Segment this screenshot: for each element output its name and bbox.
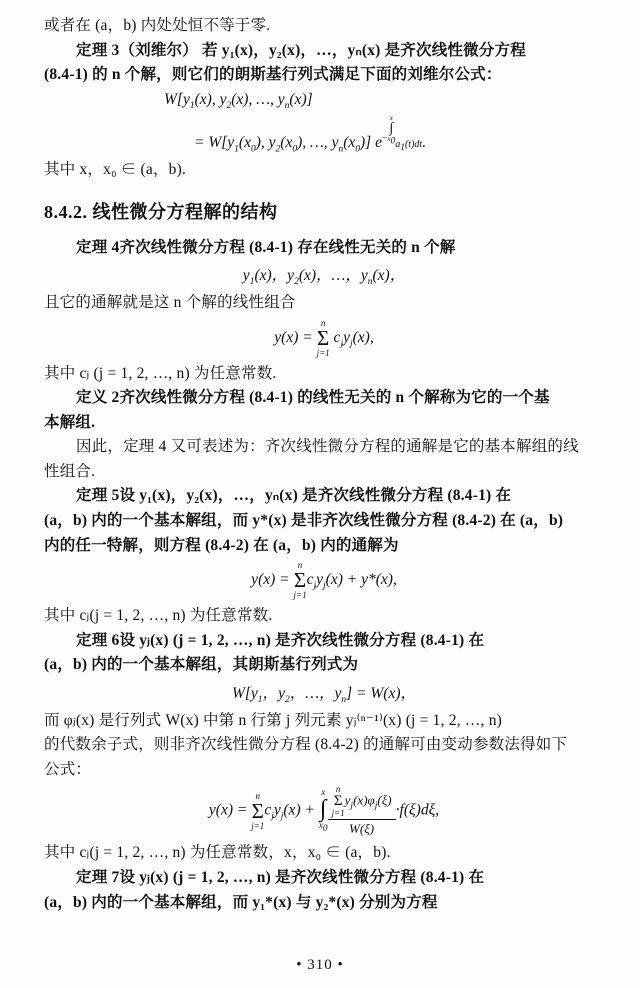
- formula-variation-of-parameters: y(x) = n Σ j=1 $c_jy_j(x)$ + x ∫ $x_0$ n Σ j=1 $y_j(x)\varphi_j(\xi)$ W(ξ) ·f(ξ)dξ,: [208, 784, 440, 837]
- theorem-7-continuation: (a，b) 内的一个基本解组，而 y₁*(x) 与 y₂*(x) 分别为方程: [44, 893, 438, 911]
- paragraph-line: 其中 cⱼ (j = 1, 2, …, n) 为任意常数.: [44, 364, 277, 382]
- paragraph-line: 而 φⱼ(x) 是行列式 W(x) 中第 n 行第 j 列元素 yⱼ⁽ⁿ⁻¹⁾(x) (j = 1, 2, …, n): [44, 711, 503, 729]
- formula-wronskian: $W[y_1$，$y_2$，…，$y_n] = W(x)$，: [231, 684, 417, 705]
- paragraph-line: 其中 cⱼ(j = 1, 2, …, n) 为任意常数，x，x₀ ∈ (a，b).: [44, 844, 391, 862]
- theorem-3-label: 定理 3: [76, 41, 120, 59]
- paragraph-line: 或者在 (a，b) 内处处恒不等于零.: [44, 17, 271, 34]
- paragraph-line: 其中 x，x₀ ∈ (a，b).: [44, 160, 187, 178]
- paragraph-line: 公式：: [44, 760, 92, 778]
- theorem-5-text: 设 y₁(x)，y₂(x)，…，yₙ(x) 是齐次线性微分方程 (8.4-1) 在: [119, 487, 512, 505]
- theorem-7-label: 定理 7: [76, 869, 120, 887]
- formula-liouville-2: = $W[y_1(x_0)$, $y_2(x_0)$, …, $y_n(x_0)$] e− x ∫ $x_0$ $a_1(t)dt$.: [194, 113, 427, 154]
- theorem-4-paragraph: [44, 236, 604, 260]
- theorem-5-label: 定理 5: [76, 487, 120, 505]
- paragraph-line: 性组合.: [44, 462, 96, 480]
- page-number: • 310 •: [296, 957, 344, 973]
- theorem-6-paragraph: [44, 629, 604, 653]
- theorem-5-paragraph: [44, 484, 604, 508]
- theorem-6-continuation: (a，b) 内的一个基本解组，其朗斯基行列式为: [44, 656, 359, 674]
- paragraph-line: 的代数余子式，则非齐次线性微分方程 (8.4-2) 的通解可由变动参数法得如下: [44, 736, 568, 754]
- definition-2-text: 齐次线性微分方程 (8.4-1) 的线性无关的 n 个解称为它的一个基: [119, 389, 550, 407]
- formula-solution-set: $y_1(x)$，$y_2(x)$，…，$y_n(x)$，: [242, 267, 406, 288]
- section-heading: 8.4.2. 线性微分方程解的结构: [44, 201, 278, 222]
- theorem-5-continuation-2: 内的任一特解，则方程 (8.4-2) 在 (a，b) 内的通解为: [44, 536, 399, 554]
- definition-2-paragraph: [44, 386, 604, 410]
- theorem-5-continuation-1: (a，b) 内的一个基本解组，而 y*(x) 是非齐次线性微分方程 (8.4-2) 在 (a，b): [44, 512, 564, 529]
- theorem-6-text: 设 yⱼ(x) (j = 1, 2, …, n) 是齐次线性微分方程 (8.4-1) 在: [119, 631, 485, 649]
- theorem-3-text: （刘维尔） 若 y₁(x)，y₂(x)，…，yₙ(x) 是齐次线性微分方程: [119, 41, 526, 59]
- theorem-7-text: 设 yⱼ(x) (j = 1, 2, …, n) 是齐次线性微分方程 (8.4-1) 在: [119, 869, 485, 887]
- definition-2-continuation: 本解组.: [44, 413, 96, 431]
- theorem-6-label: 定理 6: [76, 631, 120, 649]
- formula-liouville-1: $W[y_1(x)$, $y_2(x)$, …, $y_n(x)$]: [164, 90, 313, 111]
- theorem-7-paragraph: [44, 866, 604, 890]
- definition-2-label: 定义 2: [76, 389, 120, 407]
- formula-general-solution-2: y(x) = n Σ j=1 $c_jy_j(x) + y*(x)$,: [251, 560, 397, 601]
- theorem-3-paragraph: [44, 39, 604, 63]
- page-content: [44, 14, 604, 915]
- paragraph-line: 因此，定理 4 又可表述为：齐次线性微分方程的通解是它的基本解组的线: [76, 438, 579, 456]
- paragraph-line: 其中 cⱼ(j = 1, 2, …, n) 为任意常数.: [44, 607, 273, 625]
- theorem-3-continuation: (8.4-1) 的 n 个解，则它们的朗斯基行列式满足下面的刘维尔公式：: [44, 66, 502, 84]
- paragraph-line: 且它的通解就是这 n 个解的线性组合: [44, 294, 296, 312]
- theorem-4-text: 齐次线性微分方程 (8.4-1) 存在线性无关的 n 个解: [119, 238, 456, 256]
- formula-general-solution-1: y(x) = n Σ j=1 $c_jy_j(x)$,: [274, 317, 374, 358]
- theorem-4-label: 定理 4: [76, 238, 120, 256]
